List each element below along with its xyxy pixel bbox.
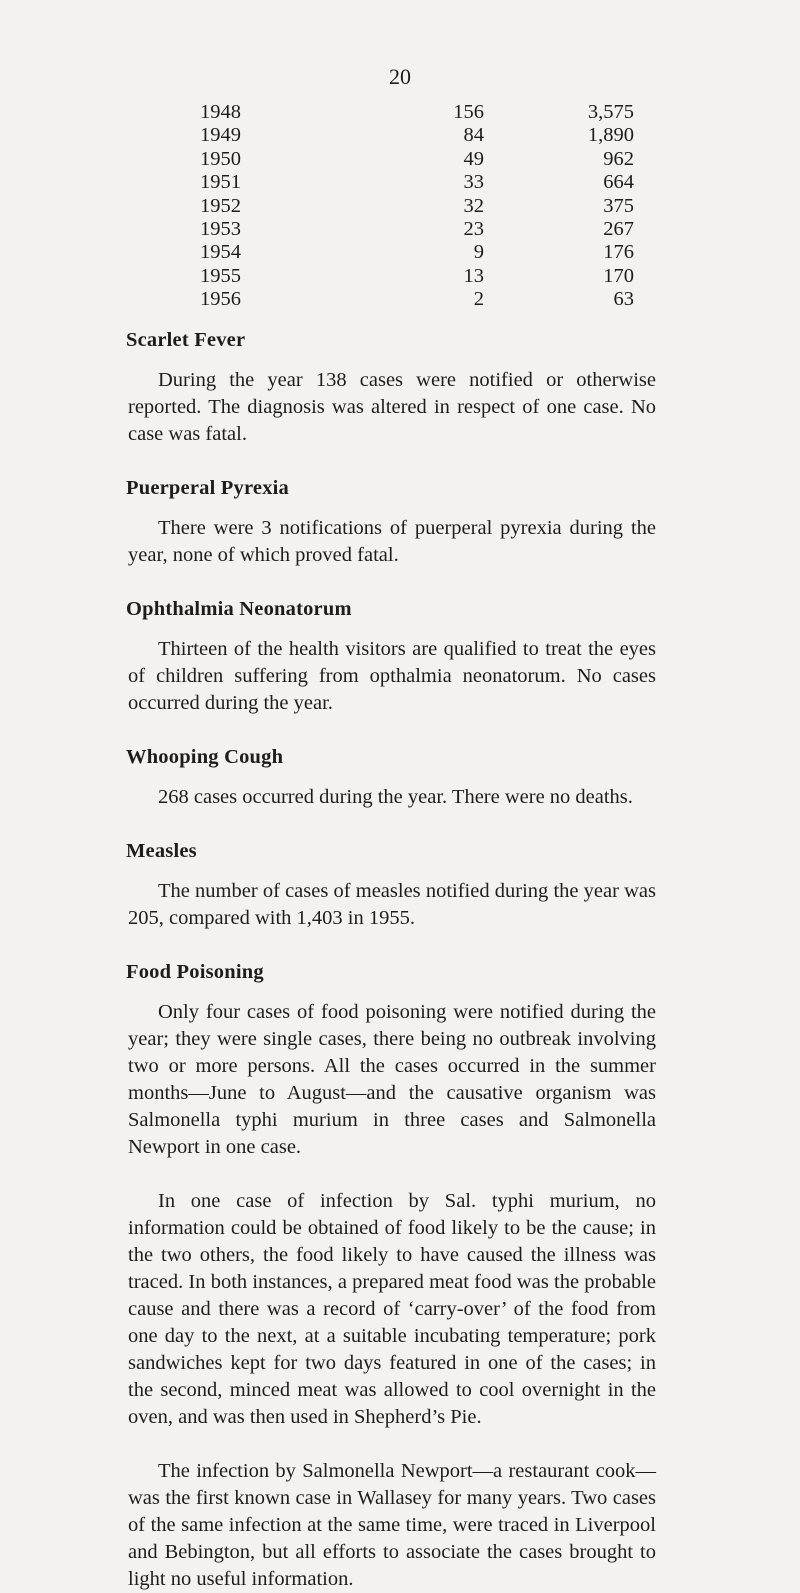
table-row	[200, 241, 634, 264]
section-puerperal-pyrexia	[128, 475, 656, 569]
section-scarlet-fever	[128, 327, 656, 448]
table-cell-year: 1953	[200, 218, 241, 241]
table-cell-value: 2	[473, 288, 484, 311]
statistics-table	[200, 101, 634, 312]
table-cell-value: 63	[613, 288, 634, 311]
section-ophthalmia-neonatorum	[128, 596, 656, 717]
table-cell-value: 1,890	[587, 124, 634, 147]
section-heading: Scarlet Fever	[126, 329, 246, 351]
table-cell-value: 375	[603, 194, 634, 217]
section-heading: Ophthalmia Neonatorum	[126, 598, 352, 620]
paragraph: In one case of infection by Sal. typhi murium, no information could be obtained of food likely to be the cause; in the two others, the food likely to have caused the illness was traced. In both instances, a prepared meat food was the probable cause and there was a record of ‘carry-over’ of the food from one day to the next, at a suitable incubating temperature; pork sandwiches kept for two days featured in one of the cases; in the second, minced meat was allowed to cool overnight in the oven, and was then used in Shepherd’s Pie.	[128, 1190, 656, 1428]
section-measles	[128, 838, 656, 932]
table-cell-year: 1948	[200, 101, 241, 123]
paragraph: The infection by Salmonella Newport—a restaurant cook—was the first known case in Wallasey for many years. Two cases of the same infection at the same time, were traced in Liverpool and Bebington, but all efforts to associate the cases brought to light no useful information.	[128, 1460, 656, 1590]
table-row	[200, 101, 634, 124]
table-cell-year: 1949	[200, 124, 241, 147]
table-row	[200, 288, 634, 311]
table-cell-year: 1952	[200, 194, 241, 217]
paragraph: There were 3 notifications of puerperal pyrexia during the year, none of which proved fatal.	[128, 517, 656, 566]
paragraph: Thirteen of the health visitors are qualified to treat the eyes of children suffering from opthalmia neonatorum. No cases occurred during the year.	[128, 638, 656, 714]
table-row	[200, 265, 634, 288]
table-row	[200, 124, 634, 147]
paragraph: 268 cases occurred during the year. There were no deaths.	[158, 786, 633, 808]
paragraph: During the year 138 cases were notified or otherwise reported. The diagnosis was altered in respect of one case. No case was fatal.	[128, 369, 656, 445]
paragraph: Only four cases of food poisoning were notified during the year; they were single cases, there being no outbreak involving two or more persons. All the cases occurred in the summer months—June to August—and the causative organism was Salmonella typhi murium in three cases and Salmonella Newport in one case.	[128, 1001, 656, 1158]
table-cell-value: 32	[463, 194, 484, 217]
table-cell-value: 13	[463, 264, 484, 287]
table-cell-value: 962	[603, 147, 634, 170]
section-heading: Food Poisoning	[126, 961, 264, 983]
report-body	[128, 327, 656, 1593]
table-cell-value: 267	[603, 218, 634, 241]
table-cell-year: 1955	[200, 264, 241, 287]
table-cell-value: 9	[473, 241, 484, 264]
section-heading: Whooping Cough	[126, 746, 284, 768]
table-cell-value: 33	[463, 171, 484, 194]
table-row	[200, 218, 634, 241]
table-cell-value: 170	[603, 264, 634, 287]
table-cell-value: 23	[463, 218, 484, 241]
paragraph: The number of cases of measles notified during the year was 205, compared with 1,403 in 1955.	[128, 880, 656, 929]
section-heading: Puerperal Pyrexia	[126, 477, 289, 499]
table-row	[200, 195, 634, 218]
table-cell-value: 49	[463, 147, 484, 170]
table-cell-year: 1954	[200, 241, 241, 264]
table-cell-year: 1956	[200, 288, 241, 311]
section-heading: Measles	[126, 840, 197, 862]
table-row	[200, 148, 634, 171]
section-whooping-cough	[128, 744, 656, 811]
table-cell-value: 84	[463, 124, 484, 147]
table-row	[200, 171, 634, 194]
table-cell-value: 156	[453, 101, 484, 123]
section-food-poisoning	[128, 959, 656, 1593]
table-cell-value: 664	[603, 171, 634, 194]
table-cell-value: 176	[603, 241, 634, 264]
table-cell-year: 1950	[200, 147, 241, 170]
table-cell-year: 1951	[200, 171, 241, 194]
page-number: 20	[389, 64, 411, 89]
table-cell-value: 3,575	[587, 101, 634, 123]
